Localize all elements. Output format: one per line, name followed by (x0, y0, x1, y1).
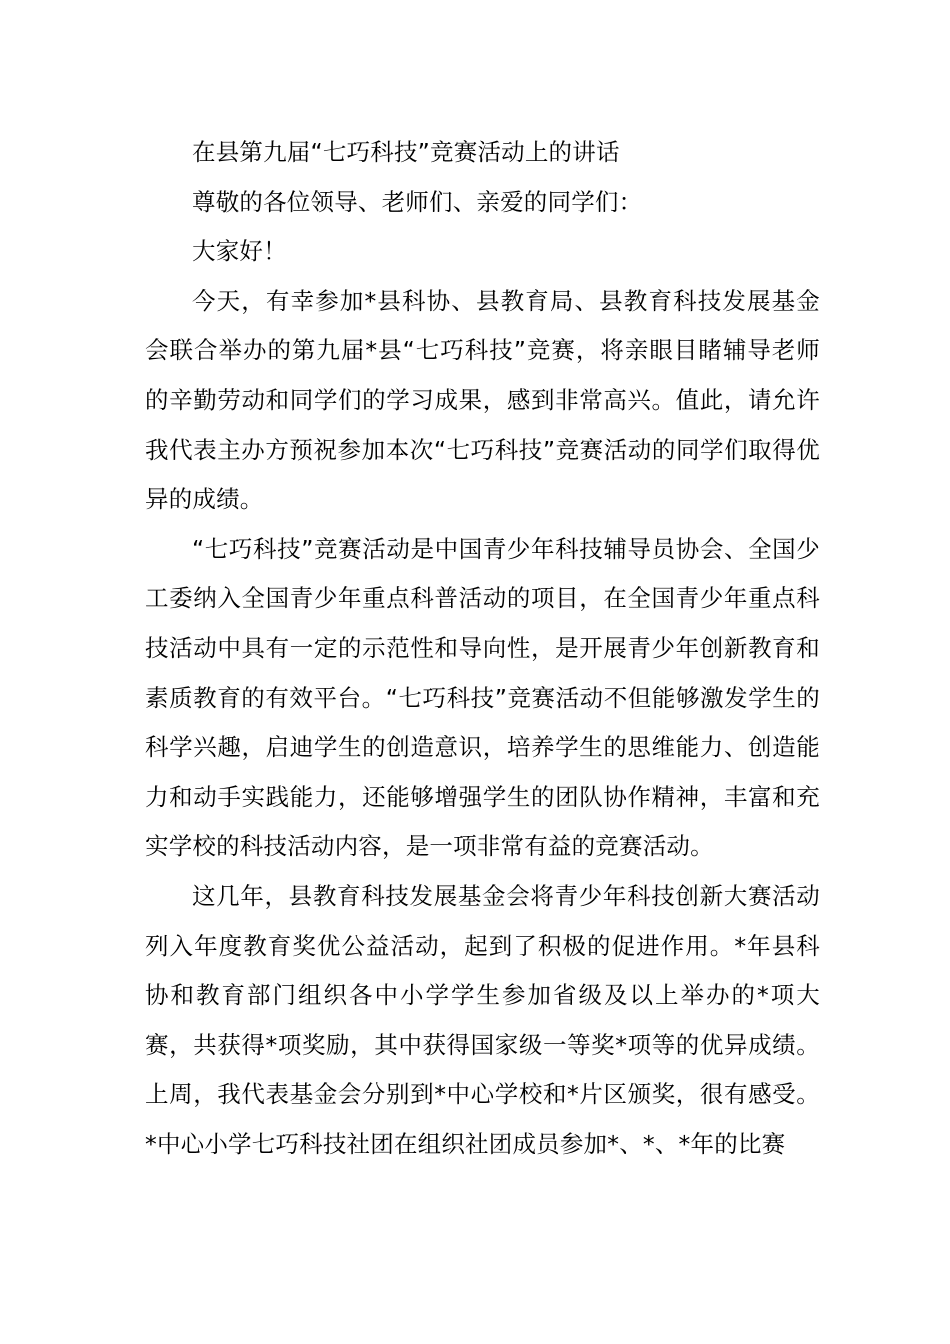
salutation: 尊敬的各位领导、老师们、亲爱的同学们： (192, 187, 643, 216)
speech-title: 在县第九届“七巧科技”竞赛活动上的讲话 (192, 138, 620, 166)
paragraph-opening: 今天，有幸参加*县科协、县教育局、县教育科技发展基金会联合举办的第九届*县“七巧科技”竞赛，将亲眼目睹辅导老师的辛勤劳动和同学们的学习成果，感到非常高兴。值此，请允许我代表主办方预祝参加本次“七巧科技”竞赛活动的同学们取得优异的成绩。 (145, 286, 820, 514)
paragraph-about-competition: “七巧科技”竞赛活动是中国青少年科技辅导员协会、全国少工委纳入全国青少年重点科普活动的项目，在全国青少年重点科技活动中具有一定的示范性和导向性，是开展青少年创新教育和素质教育的有效平台。“七巧科技”竞赛活动不但能够激发学生的科学兴趣，启迪学生的创造意识，培养学生的思维能力、创造能力和动手实践能力，还能够增强学生的团队协作精神，丰富和充实学校的科技活动内容，是一项非常有益的竞赛活动。 (145, 534, 820, 861)
paragraph-achievements: 这几年，县教育科技发展基金会将青少年科技创新大赛活动列入年度教育奖优公益活动，起到了积极的促进作用。*年县科协和教育部门组织各中小学学生参加省级及以上举办的*项大赛，共获得*项奖励，其中获得国家级一等奖*项等的优异成绩。上周，我代表基金会分别到*中心学校和*片区颁奖，很有感受。*中心小学七巧科技社团在组织社团成员参加*、*、*年的比赛 (145, 881, 820, 1158)
greeting: 大家好！ (192, 237, 287, 266)
document-body (145, 128, 820, 1169)
